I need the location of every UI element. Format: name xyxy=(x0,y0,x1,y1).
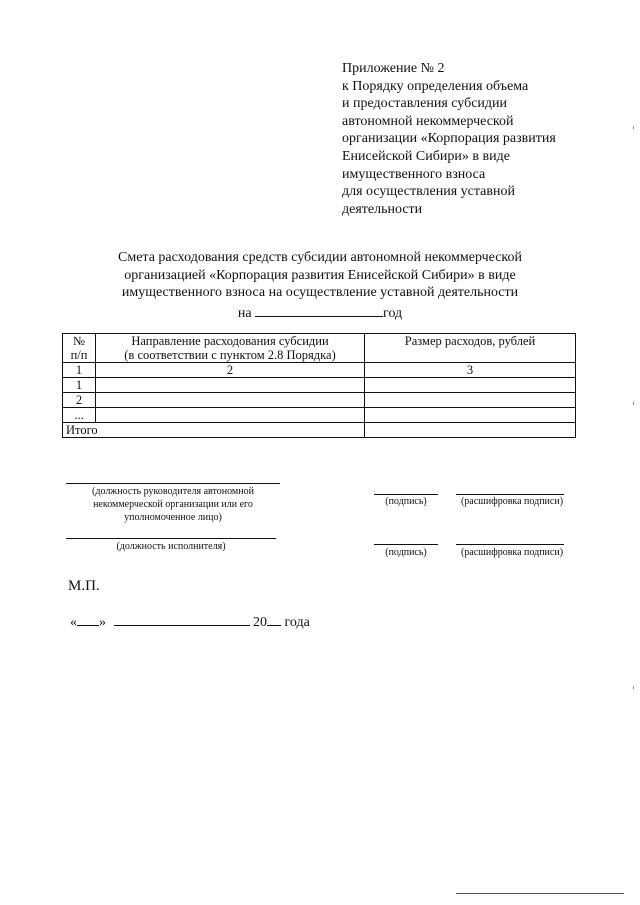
table-header-row xyxy=(63,334,576,363)
bottom-edge-line xyxy=(456,893,624,894)
header-number xyxy=(63,334,96,363)
document-title xyxy=(90,249,550,322)
appendix-line: и предоставления субсидии xyxy=(342,96,508,112)
total-label: Итого xyxy=(63,423,365,438)
month-blank-field[interactable] xyxy=(114,612,250,626)
appendix-line: для осуществления уставной xyxy=(342,184,515,200)
executor-position-line[interactable] xyxy=(66,538,276,539)
appendix-line: организации «Корпорация развития xyxy=(342,131,556,147)
executor-decoding-line[interactable] xyxy=(456,544,564,545)
numbering-cell: 3 xyxy=(365,363,576,378)
executor-decoding-caption: (расшифровка подписи) xyxy=(460,547,564,558)
day-blank-field[interactable] xyxy=(77,612,99,626)
table-total-row xyxy=(63,423,576,438)
head-position-caption-line: уполномоченное лицо) xyxy=(124,512,222,523)
scan-mark xyxy=(633,686,634,689)
table-numbering-row xyxy=(63,363,576,378)
date-line xyxy=(70,612,310,631)
title-year-prefix: на xyxy=(237,305,252,321)
row-direction-cell[interactable] xyxy=(96,393,365,408)
head-signature-caption: (подпись) xyxy=(385,496,427,507)
appendix-line: автономной некоммерческой xyxy=(342,113,514,129)
date-open-quote: « xyxy=(70,615,77,630)
table-row xyxy=(63,393,576,408)
row-number: 2 xyxy=(63,393,96,408)
row-number: ... xyxy=(63,408,96,423)
numbering-cell: 2 xyxy=(96,363,365,378)
head-position-caption-line: (должность руководителя автономной xyxy=(92,486,254,497)
header-direction-line1: Направление расходования субсидии xyxy=(131,334,329,348)
scan-mark xyxy=(633,402,634,405)
executor-signature-caption: (подпись) xyxy=(385,547,427,558)
executor-signature-line[interactable] xyxy=(374,544,438,545)
year-suffix: года xyxy=(284,615,310,630)
appendix-line: к Порядку определения объема xyxy=(342,78,529,94)
head-position-line[interactable] xyxy=(66,483,280,484)
title-line-3: имущественного взноса на осуществление уставной деятельности xyxy=(121,285,519,300)
year-blank-field[interactable] xyxy=(255,302,383,317)
row-amount-cell[interactable] xyxy=(365,393,576,408)
executor-position-caption: (должность исполнителя) xyxy=(116,541,226,552)
row-amount-cell[interactable] xyxy=(365,378,576,393)
numbering-cell: 1 xyxy=(63,363,96,378)
header-direction xyxy=(96,334,365,363)
appendix-line: имущественного взноса xyxy=(342,166,486,182)
header-direction-line2: (в соответствии с пунктом 2.8 Порядка) xyxy=(124,348,336,362)
title-year-suffix: год xyxy=(383,305,403,321)
appendix-header xyxy=(342,60,612,218)
scan-mark xyxy=(633,126,634,129)
header-amount: Размер расходов, рублей xyxy=(365,334,576,363)
appendix-line: Приложение № 2 xyxy=(342,61,445,76)
title-year-line xyxy=(90,302,550,323)
year-prefix: 20 xyxy=(253,615,267,630)
appendix-line: деятельности xyxy=(342,201,423,217)
date-close-quote: » xyxy=(99,615,106,630)
head-position-caption xyxy=(66,485,280,524)
table-row xyxy=(63,378,576,393)
row-direction-cell[interactable] xyxy=(96,378,365,393)
title-line-1: Смета расходования средств субсидии автономной некоммерческой xyxy=(118,250,522,265)
row-amount-cell[interactable] xyxy=(365,408,576,423)
row-number: 1 xyxy=(63,378,96,393)
header-number-line2: п/п xyxy=(70,348,88,362)
head-decoding-caption: (расшифровка подписи) xyxy=(460,496,564,507)
row-direction-cell[interactable] xyxy=(96,408,365,423)
title-line-2: организацией «Корпорация развития Енисейской Сибири» в виде xyxy=(124,267,516,283)
head-position-caption-line: некоммерческой организации или его xyxy=(93,499,253,510)
total-amount-cell[interactable] xyxy=(365,423,576,438)
appendix-line: Енисейской Сибири» в виде xyxy=(342,148,510,164)
estimate-table xyxy=(62,333,576,438)
table-row xyxy=(63,408,576,423)
year-digits-blank-field[interactable] xyxy=(267,612,281,626)
stamp-label: М.П. xyxy=(68,578,100,594)
header-number-line1: № xyxy=(73,334,85,348)
